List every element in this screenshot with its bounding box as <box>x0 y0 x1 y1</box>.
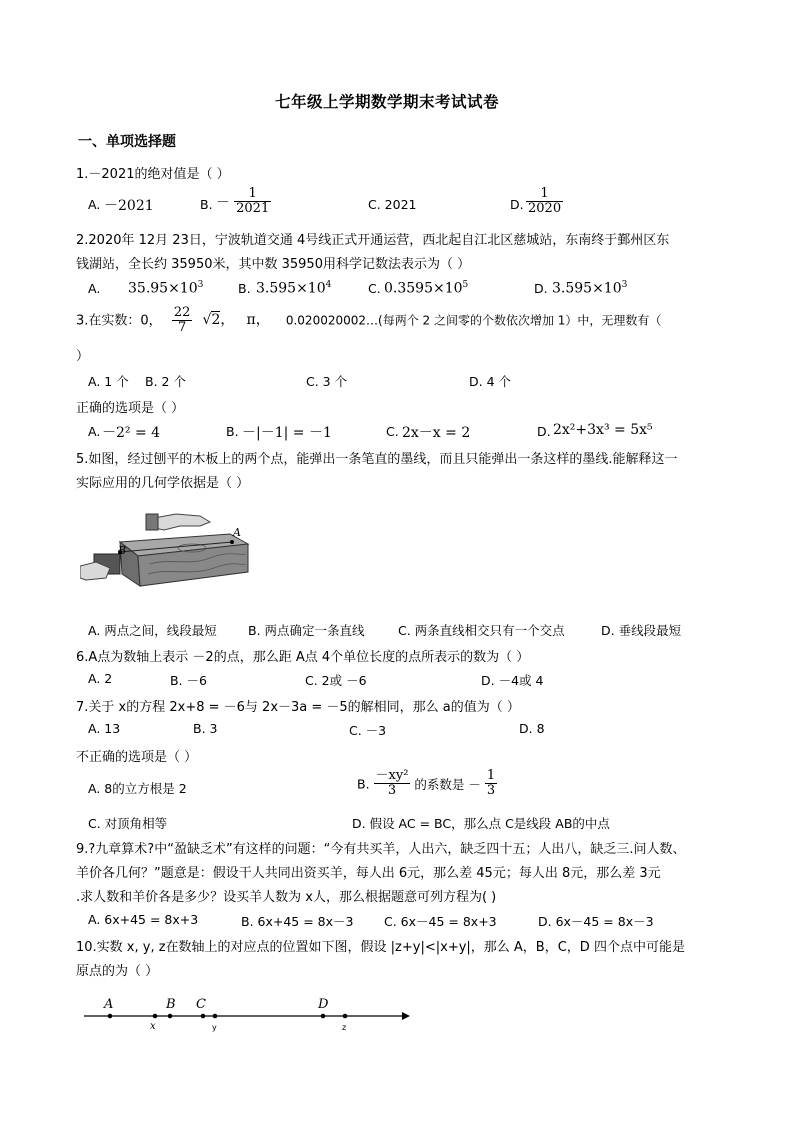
number-line-figure <box>80 994 412 1034</box>
q4-option-a-label: A. <box>88 424 101 439</box>
point-A <box>108 1014 113 1019</box>
q2-c-exp: 5 <box>462 280 469 290</box>
q2-d-base: 3.595×10 <box>552 280 622 297</box>
q8-b-middle: 的系数是 － <box>414 776 481 792</box>
q2-option-c-value <box>384 280 468 297</box>
q9-option-b: B. 6x+45 = 8x－3 <box>241 914 354 929</box>
q3-frac-numerator: 22 <box>173 305 191 320</box>
point-a <box>230 540 234 544</box>
point-y <box>213 1014 218 1019</box>
q1-option-c: C. 2021 <box>368 197 417 212</box>
q2-b-base: 3.595×10 <box>256 280 326 297</box>
wood-board-figure <box>80 508 252 590</box>
q2-option-b-label: B. <box>238 281 251 296</box>
q1-option-b-label: B. <box>200 197 213 212</box>
q2-a-base: 35.95×10 <box>128 280 198 297</box>
page-title: 七年级上学期数学期末考试试卷 <box>275 93 500 111</box>
point-C <box>201 1014 206 1019</box>
q3-stem <box>76 306 661 336</box>
q1-option-a-label: A. <box>88 197 101 212</box>
q4-option-b-value: －|－1| = －1 <box>242 425 332 441</box>
label-B: B <box>166 997 176 1012</box>
q1-option-d-value <box>526 187 563 217</box>
q8-b-numerator-1: －xy² <box>375 768 409 783</box>
number-line-arrow <box>402 1012 410 1020</box>
q1-option-d-label: D. <box>510 197 524 212</box>
q4-option-b-label: B. <box>226 424 239 439</box>
sleeve-top <box>146 514 158 530</box>
q8-b-prefix: B. <box>357 776 370 792</box>
q1-option-a-value: －2021 <box>104 198 154 214</box>
q1-b-sign: － <box>216 194 230 211</box>
label-C: C <box>196 997 206 1012</box>
q1-stem: 1.－2021的绝对值是（ ） <box>76 167 230 182</box>
q6-option-b: B. －6 <box>170 673 207 688</box>
q1-b-numerator: 1 <box>234 187 271 202</box>
q1-d-numerator: 1 <box>526 187 563 202</box>
q7-option-a: A. 13 <box>88 721 121 736</box>
q3-fraction <box>172 306 193 336</box>
q1-b-fraction <box>234 187 271 217</box>
q9-option-c: C. 6x－45 = 8x+3 <box>384 914 497 929</box>
label-x: x <box>150 1021 156 1032</box>
q2-option-d-value <box>552 280 627 297</box>
point-D <box>321 1014 326 1019</box>
figure-label-a: A <box>233 526 241 539</box>
q2-option-a-value <box>128 280 203 297</box>
q8-option-a: A. 8的立方根是 2 <box>88 781 187 796</box>
q8-b-denominator-2: 3 <box>486 783 496 799</box>
q10-line1: 10.实数 x, y, z在数轴上的对应点的位置如下图，假设 |z+y|<|x+y|，那么 A，B，C，D 四个点中可能是 <box>76 940 685 955</box>
q4-option-c-label: C. <box>386 424 399 439</box>
q4-option-d-label: D. <box>537 424 551 439</box>
q8-b-denominator-1: 3 <box>387 783 397 799</box>
q6-option-c: C. 2或 －6 <box>305 673 367 688</box>
q2-c-base: 0.3595×10 <box>384 280 463 297</box>
q8-b-fraction-2 <box>485 769 497 799</box>
q2-a-exp: 3 <box>197 280 204 290</box>
q3-option-b: B. 2 个 <box>145 374 186 389</box>
q3-rest: 0.020020002…(每两个 2 之间零的个数依次增加 1）中，无理数有（ <box>285 313 662 328</box>
q9-option-a: A. 6x+45 = 8x+3 <box>88 912 199 927</box>
q6-option-a: A. 2 <box>88 671 113 686</box>
q6-stem: 6.A点为数轴上表示 －2的点，那么距 A点 4个单位长度的点所表示的数为（ ） <box>76 650 530 665</box>
q9-line2: 羊价各几何？”题意是：假设干人共同出资买羊，每人出 6元，那么差 45元；每人出 8元，那么差 3元 <box>76 866 661 881</box>
q9-line3: .求人数和羊价各是多少？设买羊人数为 x人，那么根据题意可列方程为( ) <box>76 890 497 905</box>
point-B <box>168 1014 173 1019</box>
label-z: z <box>342 1023 347 1032</box>
q5-option-c: C. 两条直线相交只有一个交点 <box>398 623 565 638</box>
q8-option-c: C. 对顶角相等 <box>88 816 168 831</box>
q4-stem: 正确的选项是（ ） <box>76 401 185 416</box>
q8-b-fraction-1 <box>374 769 411 799</box>
q2-line1: 2.2020年 12月 23日，宁波轨道交通 4号线正式开通运营，西北起自江北区慈城站，东南终于鄞州区东 <box>76 233 670 248</box>
q1-d-fraction <box>526 187 563 217</box>
q7-stem: 7.关于 x的方程 2x+8 = －6与 2x－3a = －5的解相同，那么 a的值为（ ） <box>76 700 520 715</box>
q3-pi: π， <box>246 312 270 329</box>
figure-label-b: B <box>118 544 127 557</box>
q3-frac-denominator: 7 <box>177 320 187 336</box>
q2-d-exp: 3 <box>621 280 628 290</box>
q4-option-c-value: 2x－x = 2 <box>402 425 471 441</box>
q5-option-a: A. 两点之间，线段最短 <box>88 623 217 638</box>
q2-option-c-label: C. <box>368 281 381 296</box>
q8-option-d: D. 假设 AC = BC，那么点 C是线段 AB的中点 <box>352 816 610 831</box>
label-y: y <box>212 1023 217 1032</box>
q7-option-b: B. 3 <box>193 721 218 736</box>
label-A: A <box>104 997 114 1012</box>
q3-option-d: D. 4 个 <box>469 374 511 389</box>
q1-d-denominator: 2020 <box>528 201 562 217</box>
q8-option-b <box>357 769 497 799</box>
q7-option-d: D. 8 <box>519 721 545 736</box>
q3-sqrt: √2， <box>202 312 235 329</box>
q10-line2: 原点的为（ ） <box>76 964 159 979</box>
q8-stem: 不正确的选项是（ ） <box>76 750 198 765</box>
q2-option-a-label: A. <box>88 281 101 296</box>
q4-option-a-value: －2² = 4 <box>102 425 161 441</box>
q5-line2: 实际应用的几何学依据是（ ） <box>76 476 250 491</box>
point-z <box>343 1014 348 1019</box>
q1-b-denominator: 2021 <box>236 201 270 217</box>
q4-option-d-value: 2x²+3x³ = 5x⁵ <box>553 422 653 438</box>
q2-option-b-value <box>256 280 331 297</box>
q2-line2: 钱湖站，全长约 35950米，其中数 35950用科学记数法表示为（ ） <box>76 257 471 272</box>
q3-line2: ） <box>76 349 90 364</box>
q5-option-b: B. 两点确定一条直线 <box>248 623 365 638</box>
q9-option-d: D. 6x－45 = 8x－3 <box>538 914 654 929</box>
hand-top <box>154 514 210 530</box>
q3-prefix: 3.在实数：0， <box>76 313 162 329</box>
q2-b-exp: 4 <box>325 280 332 290</box>
point-x <box>153 1014 158 1019</box>
label-D: D <box>318 997 329 1012</box>
q3-option-a: A. 1 个 <box>88 374 129 389</box>
q2-option-d-label: D. <box>534 281 548 296</box>
q7-option-c: C. －3 <box>349 723 387 738</box>
q5-line1: 5.如图，经过刨平的木板上的两个点，能弹出一条笔直的墨线，而且只能弹出一条这样的墨线.能解释这一 <box>76 452 678 467</box>
section-heading: 一、单项选择题 <box>78 134 176 150</box>
q6-option-d: D. －4或 4 <box>481 673 544 688</box>
q5-option-d: D. 垂线段最短 <box>601 623 682 638</box>
q1-option-b-value <box>216 187 271 217</box>
q3-sqrt-value: 2 <box>211 312 221 329</box>
q3-option-c: C. 3 个 <box>306 374 348 389</box>
q9-line1: 9.?九章算术?中“盈缺乏术”有这样的问题：“今有共买羊，人出六，缺乏四十五；人出八，缺乏三.问人数、 <box>76 842 686 857</box>
q8-b-numerator-2: 1 <box>486 768 496 783</box>
